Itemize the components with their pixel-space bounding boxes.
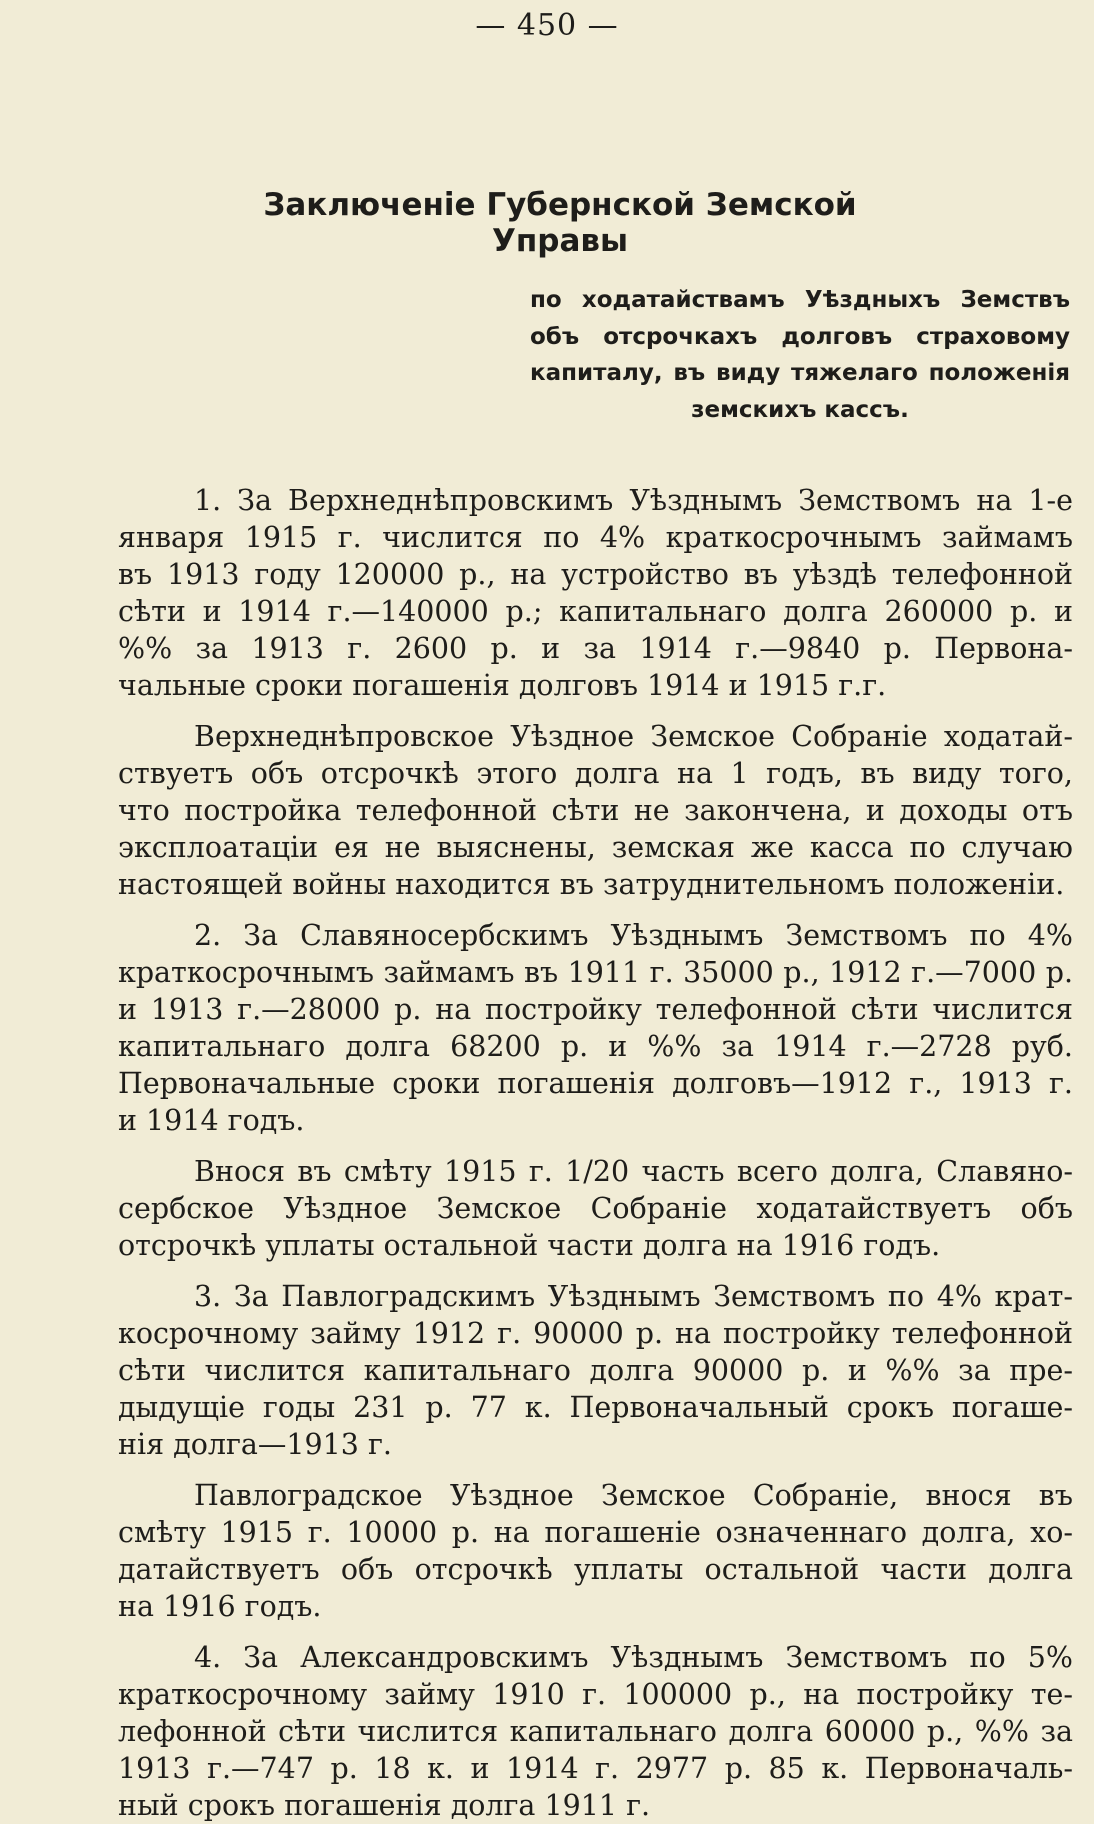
paragraph-gap bbox=[118, 1264, 1073, 1278]
subtitle-line: земскихъ кассъ. bbox=[691, 396, 909, 423]
text-line: сѣти числится капитальнаго долга 90000 р. и %% за пре- bbox=[118, 1354, 1073, 1387]
text-line: 2. За Славяносербскимъ Уѣзднымъ Земствомъ по 4% bbox=[194, 919, 1073, 952]
text-line: въ 1913 году 120000 р., на устройство въ уѣздѣ телефонной bbox=[118, 558, 1073, 591]
paragraph-gap bbox=[118, 704, 1073, 718]
text-line: краткосрочнымъ займамъ въ 1911 г. 35000 р., 1912 г.—7000 р. bbox=[118, 956, 1073, 989]
text-line: сѣти и 1914 г.—140000 р.; капитальнаго долга 260000 р. и bbox=[118, 595, 1073, 628]
text-line: и 1914 годъ. bbox=[118, 1104, 305, 1137]
text-line: смѣту 1915 г. 10000 р. на погашеніе означеннаго долга, хо- bbox=[118, 1516, 1073, 1549]
text-line: настоящей войны находится въ затруднительномъ положеніи. bbox=[118, 868, 1065, 901]
text-line: лефонной сѣти числится капитальнаго долга 60000 р., %% за bbox=[118, 1715, 1073, 1748]
paragraph bbox=[118, 1639, 1073, 1824]
text-line: января 1915 г. числится по 4% краткосрочнымъ займамъ bbox=[118, 521, 1073, 554]
paragraph-gap bbox=[118, 1463, 1073, 1477]
text-line: Первоначальные сроки погашенія долговъ—1912 г., 1913 г. bbox=[118, 1067, 1073, 1100]
text-line: 3. За Павлоградскимъ Уѣзднымъ Земствомъ по 4% крат- bbox=[194, 1280, 1073, 1313]
document-subtitle bbox=[530, 282, 1070, 428]
text-line: 4. За Александровскимъ Уѣзднымъ Земствомъ по 5% bbox=[194, 1641, 1073, 1674]
paragraph bbox=[118, 917, 1073, 1139]
paragraph bbox=[118, 718, 1073, 903]
subtitle-line: капиталу, въ виду тяжелаго положенія bbox=[530, 360, 1070, 386]
text-line: 1913 г.—747 р. 18 к. и 1914 г. 2977 р. 85 к. Первоначаль- bbox=[118, 1752, 1073, 1785]
document-body bbox=[118, 482, 1073, 1824]
text-line: косрочному займу 1912 г. 90000 р. на постройку телефонной bbox=[118, 1317, 1073, 1350]
paragraph-gap bbox=[118, 903, 1073, 917]
paragraph-gap bbox=[118, 1625, 1073, 1639]
text-line: эксплоатаціи ея не выяснены, земская же касса по случаю bbox=[118, 831, 1073, 864]
subtitle-line: по ходатайствамъ Уѣздныхъ Земствъ bbox=[530, 287, 1070, 313]
paragraph bbox=[118, 1278, 1073, 1463]
text-line: Внося въ смѣту 1915 г. 1/20 часть всего долга, Славяно- bbox=[194, 1155, 1073, 1188]
text-line: отсрочкѣ уплаты остальной части долга на 1916 годъ. bbox=[118, 1229, 941, 1262]
text-line: и 1913 г.—28000 р. на постройку телефонной сѣти числится bbox=[118, 993, 1073, 1026]
text-line: сербское Уѣздное Земское Собраніе ходатайствуетъ объ bbox=[118, 1192, 1073, 1225]
text-line: нія долга—1913 г. bbox=[118, 1428, 392, 1461]
text-line: чальные сроки погашенія долговъ 1914 и 1915 г.г. bbox=[118, 669, 887, 702]
paragraph bbox=[118, 1477, 1073, 1625]
text-line: ствуетъ объ отсрочкѣ этого долга на 1 годъ, въ виду того, bbox=[118, 757, 1073, 790]
text-line: Павлоградское Уѣздное Земское Собраніе, внося въ bbox=[194, 1479, 1073, 1512]
paragraph-gap bbox=[118, 1139, 1073, 1153]
text-line: капитальнаго долга 68200 р. и %% за 1914 г.—2728 руб. bbox=[118, 1030, 1073, 1063]
text-line: 1. За Верхнеднѣпровскимъ Уѣзднымъ Земствомъ на 1-е bbox=[194, 484, 1073, 517]
text-line: на 1916 годъ. bbox=[118, 1590, 322, 1623]
text-line: %% за 1913 г. 2600 р. и за 1914 г.—9840 р. Первона- bbox=[118, 632, 1073, 665]
paragraph bbox=[118, 482, 1073, 704]
document-title: Заключеніе Губернской Земской Управы bbox=[263, 187, 857, 259]
text-line: датайствуетъ объ отсрочкѣ уплаты остальной части долга bbox=[118, 1553, 1073, 1586]
text-line: дыдущіе годы 231 р. 77 к. Первоначальный срокъ погаше- bbox=[118, 1391, 1073, 1424]
text-line: Верхнеднѣпровское Уѣздное Земское Собраніе ходатай- bbox=[194, 720, 1073, 753]
text-line: ный срокъ погашенія долга 1911 г. bbox=[118, 1789, 651, 1822]
text-line: краткосрочному займу 1910 г. 100000 р., на постройку те- bbox=[118, 1678, 1073, 1711]
page-number: — 450 — bbox=[475, 8, 619, 43]
paragraph bbox=[118, 1153, 1073, 1264]
text-line: что постройка телефонной сѣти не закончена, и доходы отъ bbox=[118, 794, 1073, 827]
subtitle-line: объ отсрочкахъ долговъ страховому bbox=[530, 323, 1070, 350]
